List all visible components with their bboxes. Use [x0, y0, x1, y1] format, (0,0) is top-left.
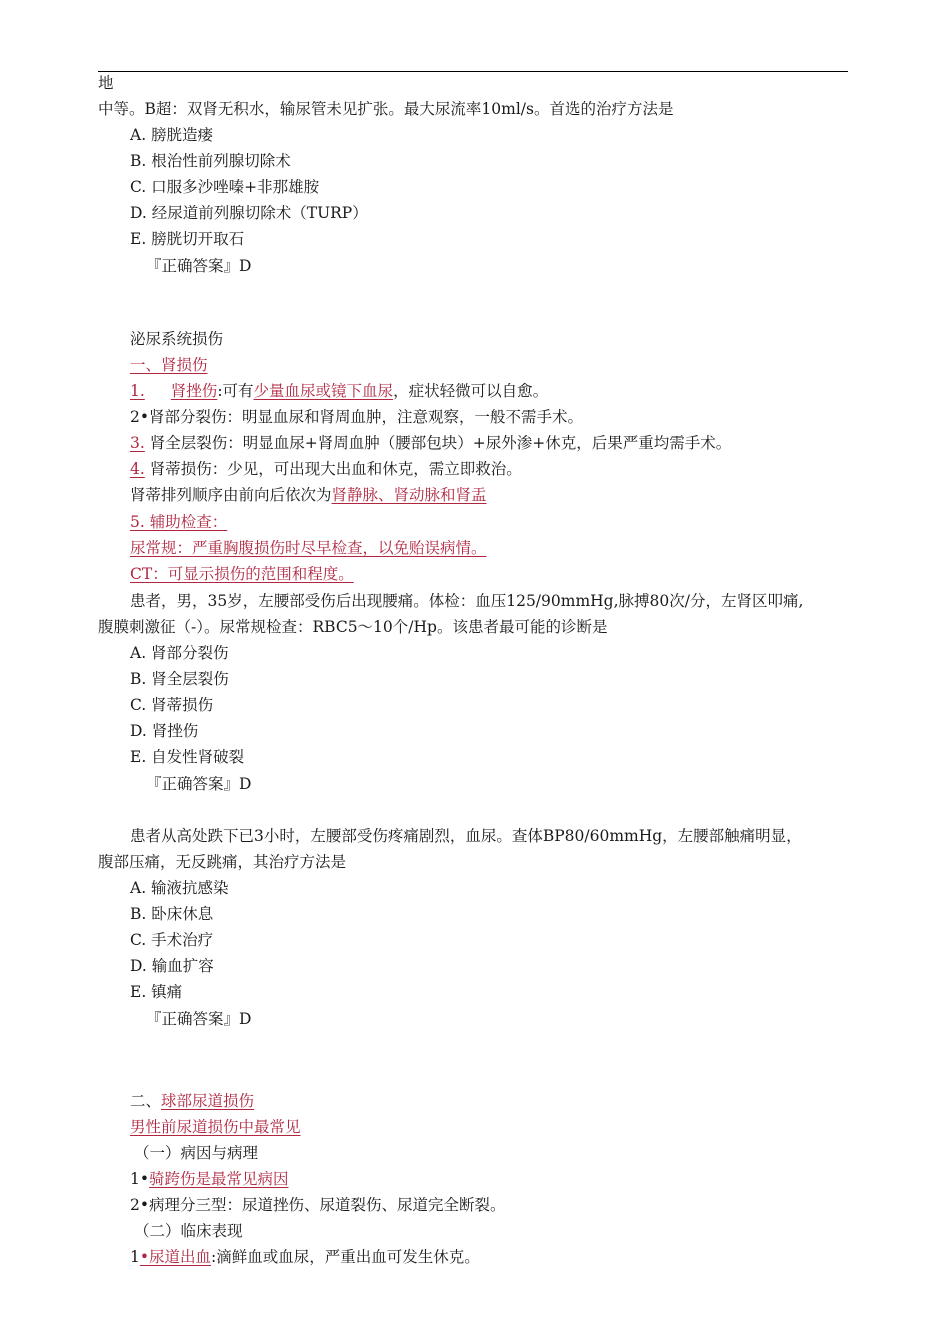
highlight: 骑跨伤是最常见病因 [149, 1170, 289, 1188]
item-number: 3. [130, 434, 145, 452]
option-a: A. 输液抗感染 [130, 879, 229, 897]
item-separator: :可有 [217, 382, 254, 400]
option-c: C. 口服多沙唑嗪+非那雄胺 [130, 178, 320, 196]
option-c: C. 肾蒂损伤 [130, 696, 214, 714]
cause-item-1 [130, 1169, 289, 1189]
question-stem: 中等。B超：双肾无积水，输尿管未见扩张。最大尿流率10ml/s。首选的治疗方法是 [98, 100, 674, 118]
answer: 『正确答案』D [146, 1010, 252, 1028]
highlight: 球部尿道损伤 [161, 1092, 255, 1110]
item-number: 1. [130, 382, 145, 400]
item-text: 肾蒂损伤：少见，可出现大出血和休克，需立即救治。 [144, 460, 522, 478]
section-heading: 一、肾损伤 [130, 356, 208, 374]
option-e: E. 自发性肾破裂 [130, 748, 245, 766]
heading-prefix: 二、 [130, 1092, 162, 1110]
option-d: D. 经尿道前列腺切除术（TURP） [130, 204, 368, 222]
option-b: B. 卧床休息 [130, 905, 214, 923]
subheading: 男性前尿道损伤中最常见 [130, 1118, 301, 1136]
ct-note: CT：可显示损伤的范围和程度。 [130, 565, 354, 583]
option-c: C. 手术治疗 [130, 931, 214, 949]
option-b: B. 根治性前列腺切除术 [130, 152, 291, 170]
highlight: 肾静脉、肾动脉和肾盂 [331, 486, 487, 504]
highlight: •尿道出血 [139, 1248, 212, 1266]
list-item-4 [130, 459, 522, 479]
option-a: A. 肾部分裂伤 [130, 644, 229, 662]
item-number: 4. [130, 460, 145, 478]
option-e: E. 膀胱切开取石 [130, 230, 245, 248]
list-item-1 [130, 381, 548, 401]
order-text: 肾蒂排列顺序由前向后依次为 [130, 486, 332, 504]
list-item-3 [130, 433, 731, 453]
item-text: 肾全层裂伤：明显血尿+肾周血肿（腰部包块）+尿外渗+休克，后果严重均需手术。 [144, 434, 732, 452]
option-a: A. 膀胱造瘘 [130, 126, 214, 144]
item-term: 肾挫伤 [170, 382, 218, 400]
option-d: D. 肾挫伤 [130, 722, 199, 740]
header-rule [98, 71, 848, 72]
clinical-item-1 [130, 1247, 480, 1267]
page-continuation-char: 地 [98, 74, 114, 92]
question-stem-line2: 腹部压痛，无反跳痛，其治疗方法是 [98, 853, 347, 871]
answer: 『正确答案』D [146, 257, 252, 275]
section-heading [130, 1091, 254, 1111]
section-title: 泌尿系统损伤 [130, 330, 224, 348]
question-stem-line1: 患者从高处跌下已3小时，左腰部受伤疼痛剧烈，血尿。查体BP80/60mmHg，左腰部触痛明显， [130, 827, 802, 845]
option-d: D. 输血扩容 [130, 957, 214, 975]
clinical-title: （二）临床表现 [134, 1222, 243, 1240]
item-number: 1• [130, 1170, 150, 1188]
option-b: B. 肾全层裂伤 [130, 670, 229, 688]
item-number: 1 [130, 1248, 140, 1266]
question-stem-line1: 患者，男，35岁，左腰部受伤后出现腰痛。体检：血压125/90mmHg,脉搏80次/分，左肾区叩痛, [130, 592, 804, 610]
item-text: ，症状轻微可以自愈。 [393, 382, 549, 400]
list-item-5: 5. 辅助检查： [130, 513, 228, 531]
option-e: E. 镇痛 [130, 983, 183, 1001]
highlight: 少量血尿或镜下血尿 [253, 382, 394, 400]
pedicle-order [130, 485, 487, 505]
answer: 『正确答案』D [146, 775, 252, 793]
cause-item-2: 2•病理分三型：尿道挫伤、尿道裂伤、尿道完全断裂。 [130, 1196, 506, 1214]
list-item-2: 2•肾部分裂伤：明显血尿和肾周血肿，注意观察，一般不需手术。 [130, 408, 584, 426]
urine-test-note: 尿常规：严重胸腹损伤时尽早检查，以免贻误病情。 [130, 539, 487, 557]
question-stem-line2: 腹膜刺激征（-）。尿常规检查：RBC5～10个/Hp。该患者最可能的诊断是 [98, 618, 608, 636]
cause-title: （一）病因与病理 [134, 1144, 259, 1162]
item-text: :滴鲜血或血尿，严重出血可发生休克。 [211, 1248, 480, 1266]
